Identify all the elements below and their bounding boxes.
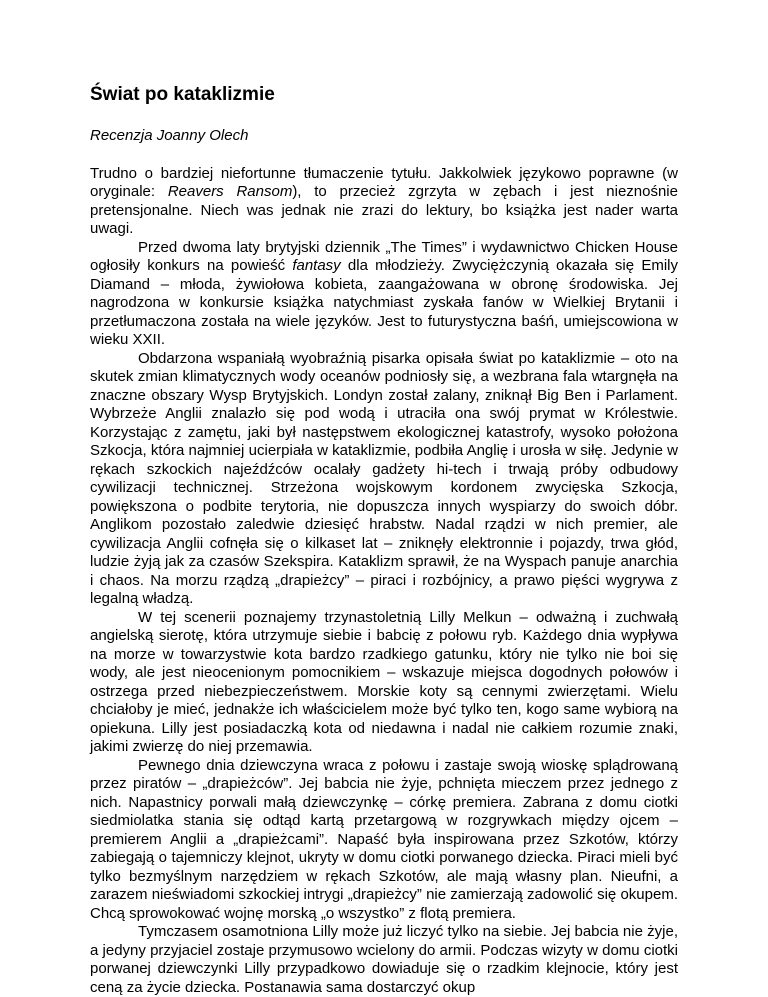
paragraph-5: Pewnego dnia dziewczyna wraca z połowu i zastaje swoją wioskę splądrowaną przez piratów – „drapieżców”. Jej babcia nie żyje, pchnięta mieczem przez jednego z nich. Napastnicy porwali małą dziewczynkę – córkę premiera. Zabrana z domu ciotki siedmiolatka stania się odtąd kartą przetargową w rozgrywkach między ojcem – premierem Anglii a „drapieżcami”. Napaść była inspirowana przez Szkotów, którzy zabiegają o tajemniczy klejnot, ukryty w domu ciotki porwanego dziecka. Piraci mieli być tylko bezmyślnym narzędziem w rękach Szkotów, ale mają własny plan. Nieufni, a zarazem nieświadomi szkockiej intrygi „drapieżcy” nie zamierzają zadowolić się okupem. Chcą sprowokować wojnę morską „o wszystko” z flotą premiera. [90,756,678,922]
paragraph-3: Obdarzona wspaniałą wyobraźnią pisarka opisała świat po kataklizmie – oto na skutek zmian klimatycznych wody oceanów podniosły się, a wezbrana fala wtargnęła na znaczne obszary Wysp Brytyjskich. Londyn został zalany, zniknął Big Ben i Parlament. Wybrzeże Anglii znalazło się pod wodą i utraciła ona swój prymat w Królestwie. Korzystając z zamętu, jaki był następstwem ekologicznej katastrofy, wysoko położona Szkocja, która najmniej ucierpiała w kataklizmie, podbiła Anglię i urosła w siłę. Jedynie w rękach szkockich najeźdźców ocalały gadżety hi-tech i trwają próby odbudowy cywilizacji technicznej. Strzeżona wojskowym kordonem zwycięska Szkocja, powiększona o podbite terytoria, nie dopuszcza innych wyspiarzy do swoich dóbr. Anglikom pozostało zaledwie dziesięć hrabstw. Nadal rządzi w nich premier, ale cywilizacja Anglii cofnęła się o kilkaset lat – zniknęły elektronnie i pojazdy, trwa głód, ludzie żyją jak za czasów Szekspira. Kataklizm sprawił, że na Wyspach panuje anarchia i chaos. Na morzu rządzą „drapieżcy” – piraci i rozbójnicy, a prawo pięści wygrywa z legalną władzą. [90,349,678,607]
document-page [90,84,678,997]
paragraph-6: Tymczasem osamotniona Lilly może już liczyć tylko na siebie. Jej babcia nie żyje, a jedyny przyjaciel zostaje przymusowo wcielony do armii. Podczas wizyty w domu ciotki porwanej dziewczynki Lilly przypadkowo dowiaduje się o rzadkim klejnocie, który jest ceną za życie dziecka. Postanawia sama dostarczyć okup [90,923,678,996]
article-subtitle: Recenzja Joanny Olech [90,127,249,144]
paragraph-2: Przed dwoma laty brytyjski dziennik „The Times” i wydawnictwo Chicken House ogłosiły konkurs na powieść fantasy dla młodzieży. Zwyciężczynią okazała się Emily Diamand – młoda, żywiołowa kobieta, zaangażowana w obronę środowiska. Jej nagrodzona w konkursie książka natychmiast zyskała fanów w Wielkiej Brytanii i przetłumaczona została na wiele języków. Jest to futurystyczna baśń, umiejscowiona w wieku XXII. [90,238,678,348]
article-title: Świat po kataklizmie [90,84,275,105]
paragraph-1: Trudno o bardziej niefortunne tłumaczenie tytułu. Jakkolwiek językowo poprawne (w oryginale: Reavers Ransom), to przecież zgrzyta w zębach i jest nieznośnie pretensjonalne. Niech was jednak nie zrazi do lektury, bo książka jest nader warta uwagi. [90,164,678,237]
paragraph-4: W tej scenerii poznajemy trzynastoletnią Lilly Melkun – odważną i zuchwałą angielską sierotę, która utrzymuje siebie i babcię z połowu ryb. Każdego dnia wypływa na morze w towarzystwie kota bardzo rzadkiego gatunku, który nie tylko nie boi się wody, ale jest nieocenionym pomocnikiem – wskazuje miejsca dogodnych połowów i ostrzega przed niebezpieczeństwem. Morskie koty są cennymi zwierzętami. Wielu chciałoby je mieć, jednakże ich właścicielem może być tylko ten, kogo same wybiorą na opiekuna. Lilly jest posiadaczką kota od niedawna i nadal nie całkiem rozumie znaki, jakimi zwierzę do niej przemawia. [90,608,678,755]
